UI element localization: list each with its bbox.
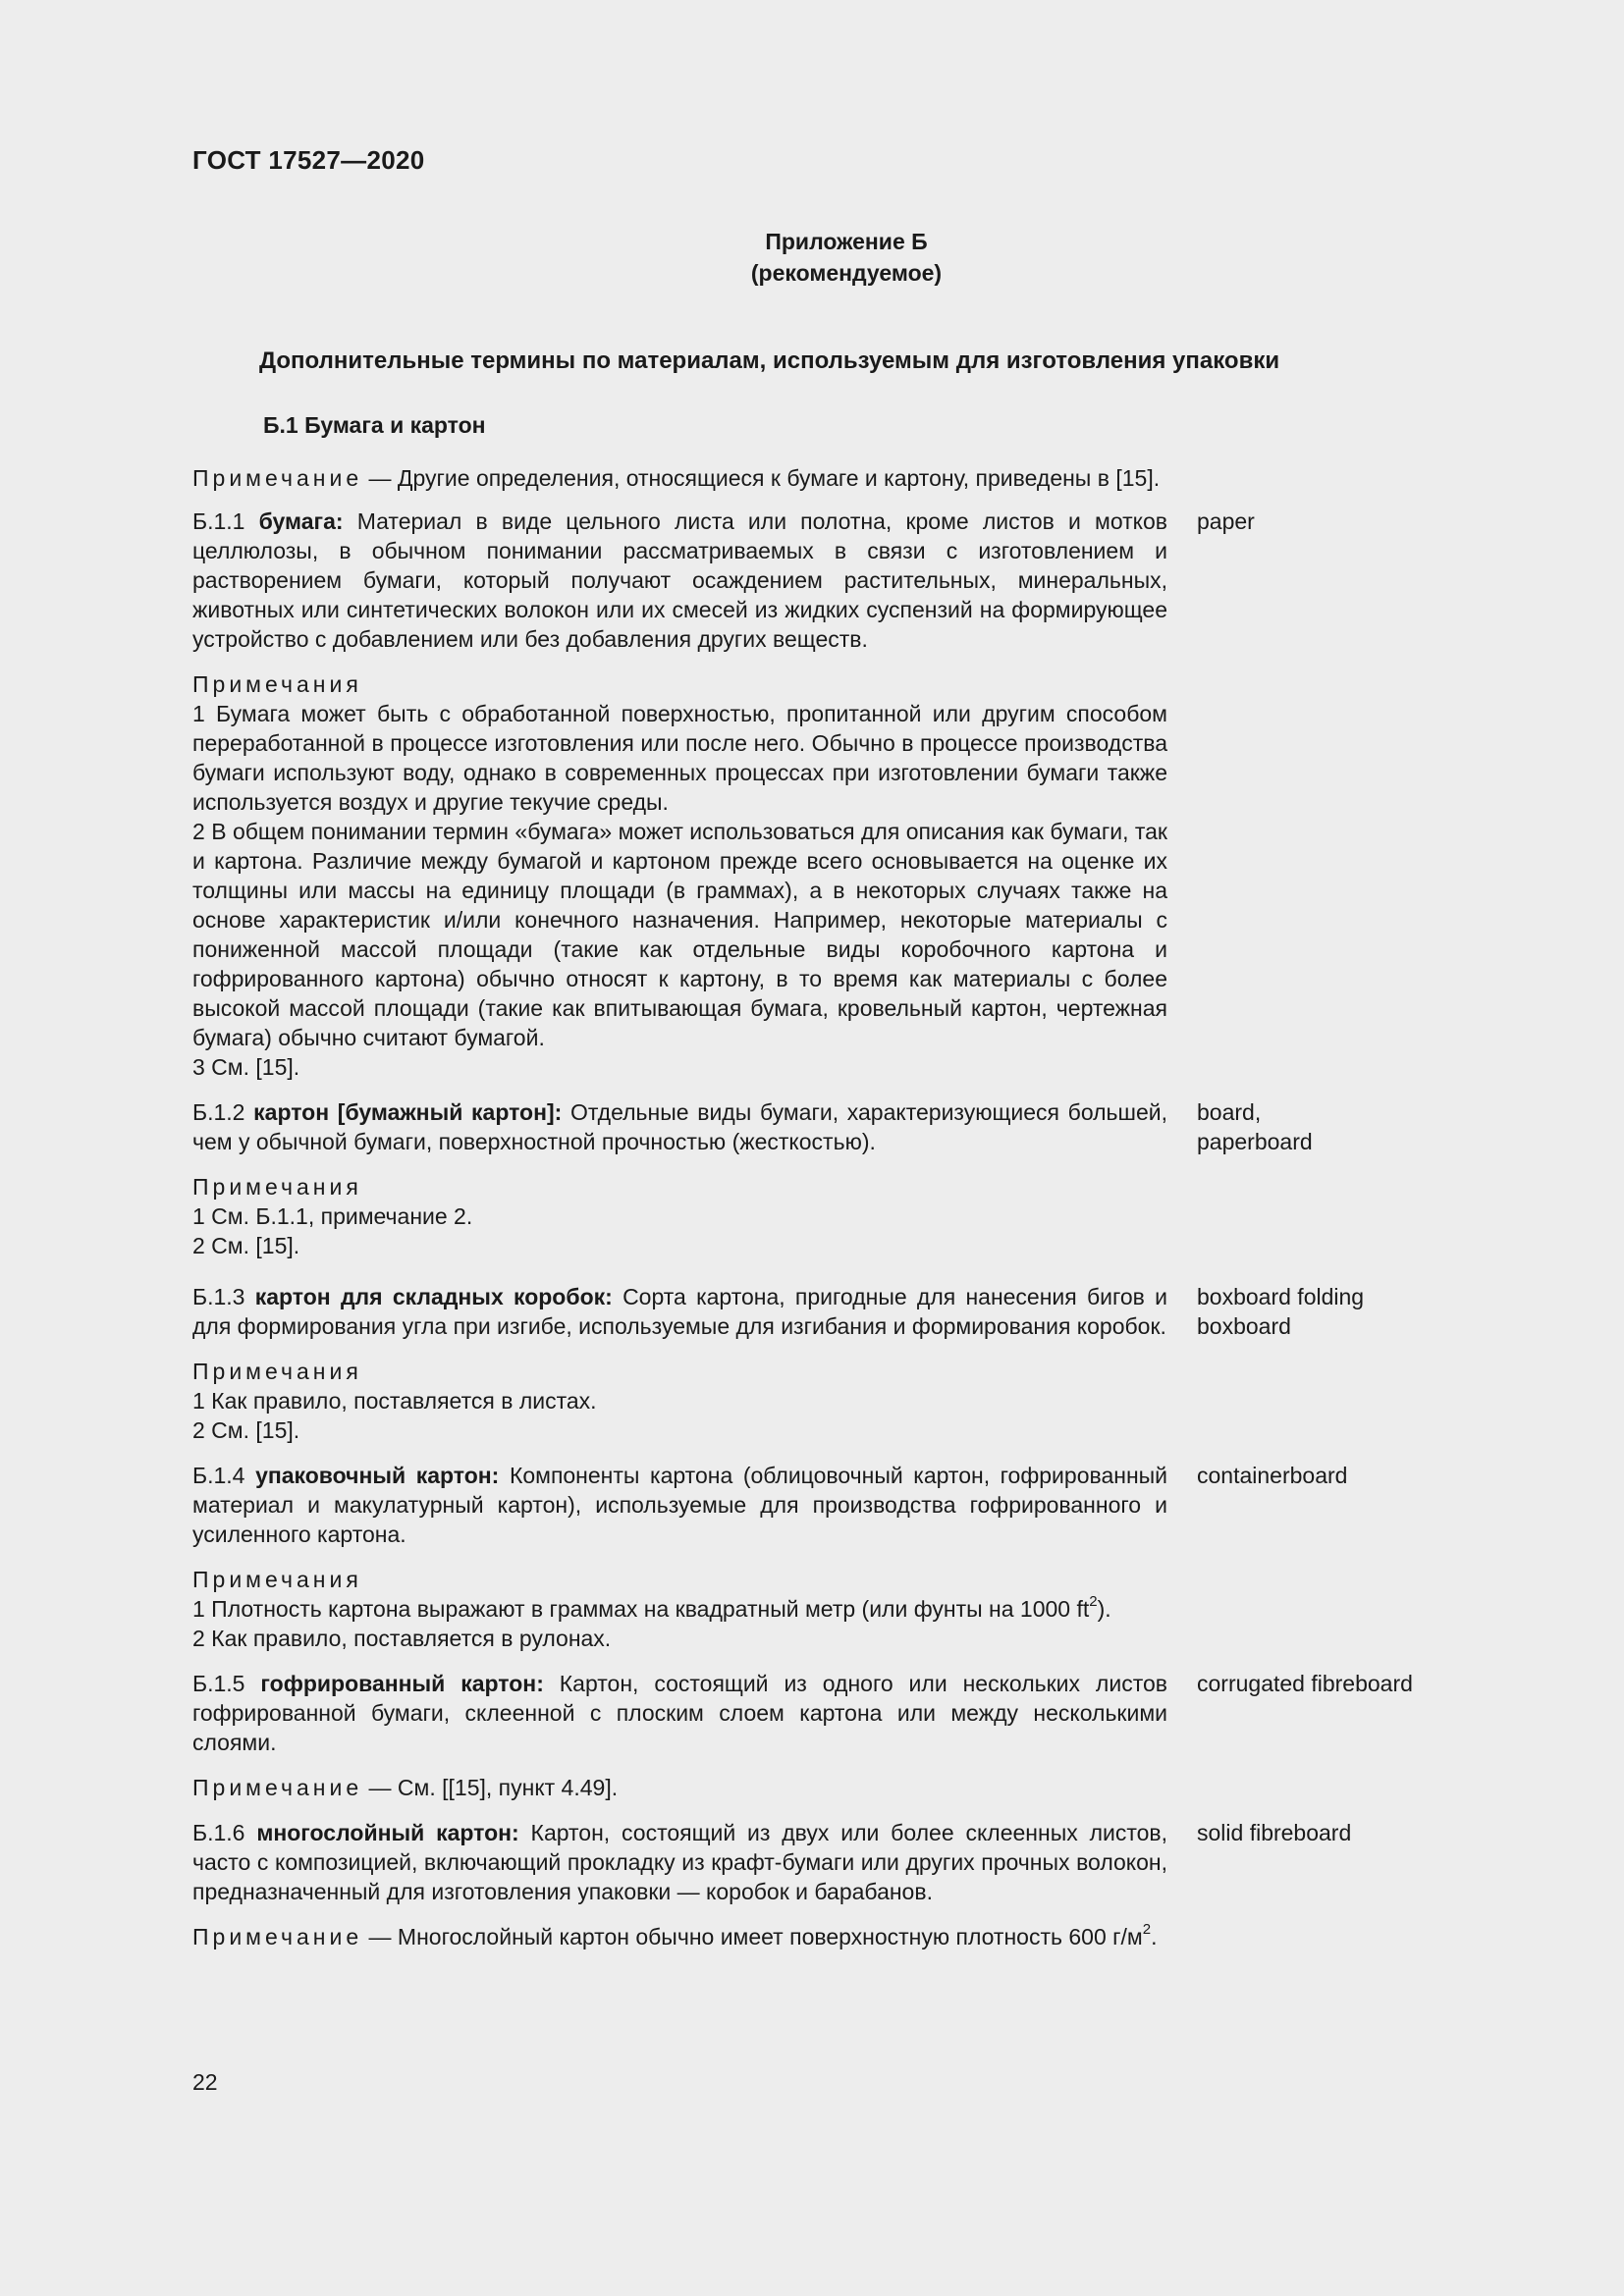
term-text: Картон, состоящий из одного или нескольких листов гофрированной бумаги, склеенной с плоским слоем картона или между несколькими слоями. xyxy=(192,1671,1167,1755)
appendix-title: Приложение Б xyxy=(765,229,928,254)
term-text: Картон, состоящий из двух или более склеенных листов, часто с композицией, включающий прокладку из крафт-бумаги или других прочных волокон, предназначенный для изготовления упаковки — коробок и барабанов. xyxy=(192,1820,1168,1904)
term-number: Б.1.2 xyxy=(192,1099,245,1125)
notes-label: Примечания xyxy=(192,671,362,697)
term-number: Б.1.1 xyxy=(192,508,245,534)
note-item: 1 Бумага может быть с обработанной поверхностью, пропитанной или другим способом переработанной в процессе изготовления или после него. Обычно в процессе производства бумаги используют воду, однако в современных процессах при изготовлении бумаги также используется воздух и другие текучие среды. xyxy=(192,701,1167,815)
term-english xyxy=(1197,1282,1459,1341)
note-item: 2 См. [15]. xyxy=(192,1233,300,1258)
notes-label: Примечания xyxy=(192,1174,362,1200)
document-header: ГОСТ 17527—2020 xyxy=(192,145,425,175)
term-name: гофрированный картон: xyxy=(260,1671,544,1696)
term-note xyxy=(192,1773,1167,1802)
term-name: многослойный картон: xyxy=(256,1820,519,1845)
term-english: solid fibreboard xyxy=(1197,1820,1352,1845)
note-end: . xyxy=(1151,1924,1158,1949)
term-name: бумага: xyxy=(258,508,344,534)
term-text: Отдельные виды бумаги, характеризующиеся большей, чем у обычной бумаги, поверхностной прочностью (жесткостью). xyxy=(192,1099,1168,1154)
term-entry-boxboard xyxy=(192,1282,1459,1341)
term-number: Б.1.3 xyxy=(192,1284,245,1309)
term-notes xyxy=(192,1172,1167,1260)
note-item: 2 В общем понимании термин «бумага» может использоваться для описания как бумаги, так и картона. Различие между бумагой и картоном прежде всего основывается на оценке их толщины или массы на единицу площади (в граммах), а в некоторых случаях также на основе характеристик и/или конечного назначения. Например, некоторые материалы с пониженной массой площади (такие как отдельные виды коробочного картона и гофрированного картона) обычно относят к картону, в то время как материалы с более высокой массой площади (такие как впитывающая бумага, кровельный картон, чертежная бумага) обычно считают бумагой. xyxy=(192,819,1167,1050)
term-number: Б.1.5 xyxy=(192,1671,245,1696)
term-entry-board xyxy=(192,1097,1459,1156)
section-title: Дополнительные термины по материалам, используемым для изготовления упаковки xyxy=(259,347,1280,374)
term-notes xyxy=(192,1565,1167,1653)
term-text: Компоненты картона (облицовочный картон, гофрированный материал и макулатурный картон), используемые для производства гофрированного и усиленного картона. xyxy=(192,1463,1168,1547)
intro-note-text: Другие определения, относящиеся к бумаге и картону, приведены в [15]. xyxy=(397,465,1161,491)
intro-note xyxy=(192,463,1459,493)
term-english: paper xyxy=(1197,508,1255,534)
note-item-text: 1 Плотность картона выражают в граммах на квадратный метр (или фунты на 1000 ft xyxy=(192,1596,1090,1622)
note-superscript: 2 xyxy=(1142,1921,1152,1939)
note-item: 3 См. [15]. xyxy=(192,1054,300,1080)
note-dash: — xyxy=(368,1775,392,1800)
note-item xyxy=(192,1594,1167,1624)
term-definition xyxy=(192,1282,1167,1341)
note-item-end: ). xyxy=(1097,1596,1111,1622)
term-english-line: paperboard xyxy=(1197,1129,1313,1154)
appendix-heading xyxy=(0,226,1624,289)
note-label: Примечание xyxy=(192,1924,363,1949)
term-name: картон для складных коробок: xyxy=(254,1284,613,1309)
terms-content xyxy=(192,463,1459,1951)
note-label: Примечание xyxy=(192,465,363,491)
term-english-line: boxboard xyxy=(1197,1313,1291,1339)
term-text: Материал в виде цельного листа или полотна, кроме листов и мотков целлюлозы, в обычном понимании рассматриваемых в связи с изготовлением и растворением бумаги, который получают осаждением растительных, минеральных, животных или синтетических волокон или их смесей из жидких суспензий на формирующее устройство с добавлением или без добавления других веществ. xyxy=(192,508,1168,652)
term-english xyxy=(1197,1097,1459,1156)
note-item: 2 См. [15]. xyxy=(192,1417,300,1443)
term-entry-paper xyxy=(192,507,1459,654)
page-number: 22 xyxy=(192,2069,218,2095)
notes-label: Примечания xyxy=(192,1359,362,1384)
term-text: Сорта картона, пригодные для нанесения бигов и для формирования угла при изгибе, используемые для изгибания и формирования коробок. xyxy=(192,1284,1168,1339)
term-definition xyxy=(192,1669,1167,1757)
note-text: Многослойный картон обычно имеет поверхностную плотность 600 г/м xyxy=(397,1924,1143,1949)
note-superscript: 2 xyxy=(1089,1593,1098,1611)
notes-label: Примечания xyxy=(192,1567,362,1592)
note-text: См. [[15], пункт 4.49]. xyxy=(397,1775,619,1800)
term-definition xyxy=(192,507,1167,654)
term-entry-containerboard xyxy=(192,1461,1459,1549)
term-name: упаковочный картон: xyxy=(255,1463,500,1488)
term-definition xyxy=(192,1461,1167,1549)
term-name: картон [бумажный картон]: xyxy=(253,1099,563,1125)
note-label: Примечание xyxy=(192,1775,363,1800)
note-item: 1 Как правило, поставляется в листах. xyxy=(192,1388,597,1414)
appendix-subtitle: (рекомендуемое) xyxy=(750,260,943,286)
term-english-line: board, xyxy=(1197,1099,1262,1125)
note-item: 1 См. Б.1.1, примечание 2. xyxy=(192,1203,473,1229)
term-english-line: boxboard folding xyxy=(1197,1284,1365,1309)
term-entry-corrugated xyxy=(192,1669,1459,1757)
note-dash: — xyxy=(368,1924,392,1949)
term-notes xyxy=(192,669,1167,1082)
note-item: 2 Как правило, поставляется в рулонах. xyxy=(192,1626,612,1651)
term-definition xyxy=(192,1097,1167,1156)
term-notes xyxy=(192,1357,1167,1445)
term-english: corrugated fibreboard xyxy=(1197,1671,1413,1696)
term-number: Б.1.6 xyxy=(192,1820,245,1845)
term-definition xyxy=(192,1818,1167,1906)
term-number: Б.1.4 xyxy=(192,1463,245,1488)
note-dash: — xyxy=(368,465,392,491)
subsection-title: Б.1 Бумага и картон xyxy=(263,412,486,438)
term-english: containerboard xyxy=(1197,1463,1348,1488)
term-entry-solid-fibreboard xyxy=(192,1818,1459,1906)
term-note xyxy=(192,1922,1167,1951)
